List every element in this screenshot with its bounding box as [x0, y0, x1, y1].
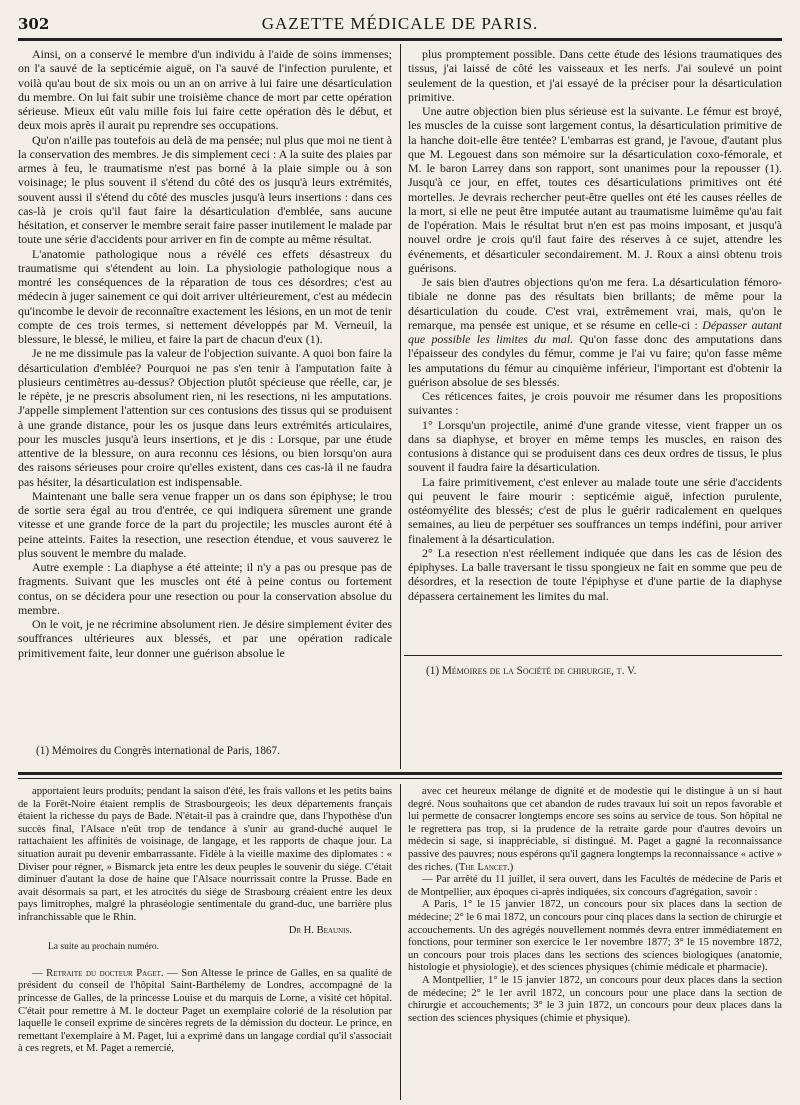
bottom-right-column — [408, 786, 782, 1098]
column-divider — [400, 44, 401, 769]
source-ref: (The Lancet.) — [455, 861, 514, 873]
news-heading: Retraite du docteur Paget. — [46, 967, 164, 979]
continued-note: La suite au prochain numéro. — [48, 942, 160, 953]
paragraph: La faire primitivement, c'est enlever au malade toute une série d'accidents qui peuvent le faire mourir : septicémie aiguë, infection purulente, ostéomyélite des blessés; c'est de plus le guérir radicalement en quelques semaines, au lieu de perpétuer ses souffrances un temps indéfini, pour arriver finalement à la désarticulation. — [408, 474, 782, 546]
footnote: (1) Mémoires du Congrès international de Paris, 1867. — [36, 745, 280, 757]
page-number: 302 — [18, 15, 50, 33]
proposition-1: 1° Lorsqu'un projectile, animé d'une grande vitesse, vient frapper un os dans sa diaphyse, et broyer en même temps les muscles, en raison des contusions à distance qui se produisent dans ces deux ordres de tissus, le plus souvent il faudra faire la désarticulation. — [408, 417, 782, 475]
top-left-footnote-area — [22, 744, 392, 766]
top-right-footnote-area — [412, 664, 782, 684]
paragraph: — Par arrêté du 11 juillet, il sera ouvert, dans les Facultés de médecine de Paris et de Montpellier, aux époques ci-après indiquées, six concours d'agrégation, savoir : — [408, 874, 782, 898]
paragraph-text: avec cet heureux mélange de dignité et de modestie qui le distingue à un si haut degré. Nous souhaitons que cet abandon de rudes travaux lui soit un repos favorable et lui permette de consacrer longtemps encore ses soins au service de tous. Son hôpital ne le regrettera pas trop, si la prudence de la retraite garde pour d'autres devoirs un médecin si sage, si inappréciable, si distingué. M. Paget a gagné la reconnaissance passive des pauvres; nous espérons qu'il gagnera longtemps la reconnaissance « active » des riches. — [408, 786, 782, 873]
footnote: (1) Mémoires de la Société de chirurgie, t. V. — [426, 665, 637, 677]
paragraph: L'anatomie pathologique nous a révélé ces effets désastreux du traumatisme qui s'étendent au loin. La physiologie pathologique nous a montré les conséquences de la réparation de tous ces désordres; c'est au médecin à juger sainement ce qui doit arriver ultérieurement, c'est au médecin qu'incombe le devoir de reconnaître exactement les lésions, en un mot de tenir compte de ces trois termes, si nettement développés par M. Verneuil, la blessure, le blessé, le milieu, et faire la part de chacun d'eux (1). — [18, 246, 392, 346]
section-rule — [18, 772, 782, 775]
top-right-column — [408, 47, 782, 659]
paragraph: Qu'on n'aille pas toutefois au delà de ma pensée; nul plus que moi ne tient à la conservation des membres. Je dis simplement ceci : A la suite des plaies par armes à feu, le traumatisme n'est pas borné à la plaie simple ou à son voisinage; le plus souvent il s'étend du côté des os jusqu'à leurs extrémités, souvent aussi il s'étend du côté des muscles jusqu'à leurs insertions : dans ces cas-là je crois qu'il faut faire la désarticulation d'emblée, sans aucune hésitation, et conserver le membre serait faire passer inutilement le malade par toute une série d'accidents pour arriver en fin de compte au même résultat. — [18, 132, 392, 247]
paragraph — [408, 786, 782, 874]
paragraph: Autre exemple : La diaphyse a été atteinte; il n'y a pas ou presque pas de fragments. Suivant que les muscles ont été à peine contus ou fortement contus, on se décidera pour une resection ou pour la conservation absolue du membre. — [18, 560, 392, 617]
page-header — [18, 14, 782, 38]
paragraph: Ces réticences faites, je crois pouvoir me résumer dans les propositions suivantes : — [408, 389, 782, 418]
column-divider — [400, 784, 401, 1100]
footnote-rule — [404, 655, 782, 656]
paragraph: apportaient leurs produits; pendant la saison d'été, les frais vallons et les petits bains de la Forêt-Noire étaient remplis de Strasbourgeois; les deux départements français étaient la richesse du pays de Bade. N'était-il pas à craindre que, dans l'hypothèse d'un succès final, l'Alsace n'eût trop de tendance à s'unir au grand-duché auquel le rattachaient les affinités de voisinage, de langage, et les rapports de chaque jour. La situation aurait pu devenir embarrassante. Fidèle à la vieille maxime des diplomates : « Diviser pour régner, » Bismarck jeta entre les deux peuples le souvenir du siége. C'était diminuer d'autant la dose de haine que l'Alsace nourrissait contre la Prusse. Bade en avait désormais sa part, et les atrocités du siége de Strasbourg créaient entre les deux pays limitrophes, malgré la phraséologie sentimentale du grand-duc, une barrière plus infranchissable que le Rhin. — [18, 786, 392, 923]
paget-news: — Retraite du docteur Paget. — Son Altesse le prince de Galles, en sa qualité de président du conseil de l'hôpital Saint-Barthélemy de Londres, accompagné de la princesse de Galles, de la princesse Louise et du marquis de Lorne, a visité cet hôpital. C'était pour remettre à M. le docteur Paget un exemplaire colorié de la résolution par laquelle le conseil exprime de sincères regrets de la démission du docteur. Le prince, en remettant l'exemplaire à M. Paget, lui a exprimé dans un langage cordial qu'il s'associait à ces regrets, et M. Paget a remercié, — [18, 967, 392, 1055]
paragraph: plus promptement possible. Dans cette étude des lésions traumatiques des tissus, j'ai laissé de côté les vaisseaux et les nerfs. J'ai soulevé un point seulement de la question, et j'ai essayé de la préciser pour la désarticulation primitive. — [408, 47, 782, 104]
paragraph: On le voit, je ne récrimine absolument rien. Je désire simplement éviter des souffrances ultérieures aux blessés, et par une opération radicale primitivement faite, leur donner une guérison absolue le — [18, 617, 392, 660]
paragraph-text: fasse donc des amputations dans l'épaisseur des condyles du fémur, comme je l'ai vu faire; qu'on fasse même les amputations du fémur au cinquième inférieur, l'important est d'obtenir la guérison absolue de ses blessés. — [408, 332, 782, 389]
paragraph: Une autre objection bien plus sérieuse est la suivante. Le fémur est broyé, les muscles de la cuisse sont largement contus, la désarticulation primitive de la hanche doit-elle être tentée? L'embarras est grand, je l'avoue, d'autant plus que M. Legouest dans son mémoire sur la désarticulation coxo-fémorale, et M. le baron Larrey dans son rapport, sont unanimes pour la repousser (1). Jusqu'à ce jour, en effet, toutes ces désarticulations primitives ont été mortelles. Je devrais rechercher peut-être quelles ont été les causes réelles de la mort, si elle ne peut être imputée autant au traumatisme luimême qu'au fait de l'opération. Mais le résultat brut n'en est pas moins imposant, et jusqu'à nouvel ordre je crois qu'il faut faire des réserves à ce sujet, attendre les événements, et désarticuler secondairement. M. J. Roux a ainsi obtenu trois guérisons. — [408, 104, 782, 275]
section-rule-thin — [18, 778, 782, 779]
signature: Dr H. Beaunis. — [288, 924, 352, 936]
header-rule — [18, 38, 782, 41]
paragraph: Maintenant une balle sera venue frapper un os dans son épiphyse; le trou de sortie sera égal au trou d'entrée, ce qui indiquera sûrement une grande vitesse et une grande force de la part du projectile; les muscles auront été à peine atteints. Faites la resection, une resection étendue, et vous sauverez le plus souvent le membre du malade. — [18, 488, 392, 560]
paragraph: Ainsi, on a conservé le membre d'un individu à l'aide de soins immenses; on l'a sauvé de la septicémie aiguë, on l'a sauvé de l'infection purulente, et voilà qu'au bout de six mois ou un an on arrive à lui faire une désarticulation du membre. On lui fait subir une troisième chance de mort par cette opération sérieuse. Mieux eût valu mille fois lui faire cette opération dès le début, et deux mois après il aurait pu reprendre ses occupations. — [18, 47, 392, 133]
paragraph — [408, 275, 782, 389]
proposition-2: 2° La resection n'est réellement indiquée que dans les cas de lésion des épiphyses. La balle traversant le tissu spongieux ne fait en somme que peu de désordres, et la resection de toute l'épiphyse et d'une partie de la diaphyse dépassera certainement les limites du mal. — [408, 545, 782, 603]
news-text: — Son Altesse le prince de Galles, en sa qualité de président du conseil de l'hôpital Saint-Barthélemy de Londres, accompagné de la princesse de Galles, de la princesse Louise et du marquis de Lorne, a visité cet hôpital. C'était pour remettre à M. le docteur Paget un exemplaire colorié de la résolution par laquelle le conseil exprime de sincères regrets de la démission du docteur. Le prince, en remettant l'exemplaire à M. Paget, lui a exprimé dans un langage cordial qu'il s'associait à ces regrets, et M. Paget a remercié, — [18, 967, 392, 1055]
paragraph-text: Je sais bien d'autres objections qu'on me fera. La désarticulation fémoro-tibiale ne donne pas des résultats bien brillants; de même pour la désarticulation du coude. C'est vrai, extrêmement vrai, mais, qu'on le remarque, ma pensée est unique, et se résume en celle-ci : — [408, 275, 782, 332]
paragraph: A Montpellier, 1° le 15 janvier 1872, un concours pour deux places dans la section de médecine; 2° le 1er avril 1872, un concours pour une place dans la section de chirurgie et accouchements; 3° le 3 juin 1872, un concours pour deux places dans la section des sciences physiques (chimie et physique). — [408, 974, 782, 1024]
paragraph-text: Qu'on — [573, 332, 608, 346]
paragraph: A Paris, 1° le 15 janvier 1872, un concours pour six places dans la section de médecine; 2° le 6 mai 1872, un concours pour cinq places dans la section de chirurgie et accouchements. Un des agrégés nouvellement nommés devra entrer immédiatement en fonctions, pour terminer son exercice le 1er novembre 1877; 3° le 15 novembre 1872, un concours pour trois places dans les sections des sciences biologiques (anatomie, histologie et physiologie), et des sciences physiques (chimie médicale et pharmacie). — [408, 899, 782, 974]
paragraph: Je ne me dissimule pas la valeur de l'objection suivante. A quoi bon faire la désarticulation d'emblée? Pourquoi ne pas s'en tenir à l'amputation faite à plusieurs centimètres au-dessus? Objection plutôt spécieuse que réelle, car, je le répète, je ne prescris absolument rien, ni les resections, ni les amputations. J'appelle simplement l'attention sur ces contusions des tissus qui se produisent à une grande distance, pour les os jusque dans leurs extrémités articulaires, pour les muscles jusqu'à leurs insertions, et je dis : Lorsque, par une étude attentive de la blessure, on aura reconnu ces lésions, ou bien lorsqu'on aura des raisons sérieuses pour croire qu'elles existent, dans ces cas-là il ne faudra pas hésiter, la désarticulation est indispensable. — [18, 346, 392, 489]
top-left-column — [18, 47, 392, 767]
emphasis-text: Dépasser autant que possible les limites du mal. — [408, 317, 782, 346]
bottom-left-column — [18, 786, 392, 1098]
journal-title: GAZETTE MÉDICALE DE PARIS. — [261, 14, 539, 33]
